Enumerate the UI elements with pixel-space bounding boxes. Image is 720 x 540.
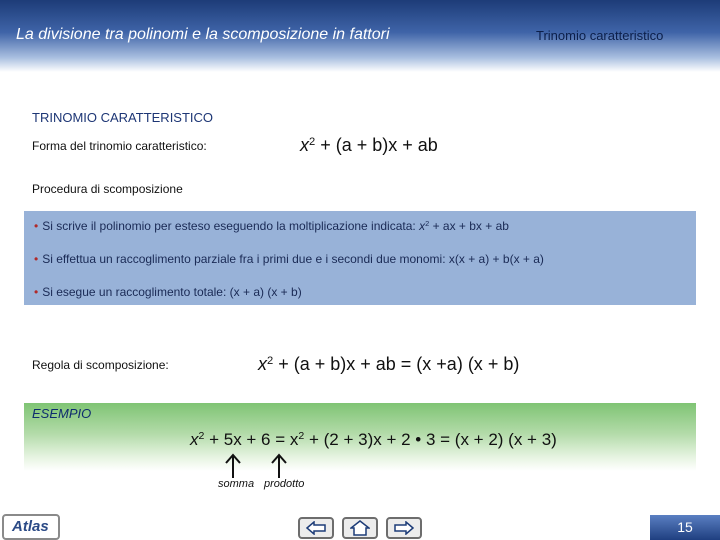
arrow-right-icon [394, 521, 414, 535]
example-arrows [222, 450, 292, 480]
bullet-icon: • [34, 285, 39, 299]
procedure-box [24, 211, 696, 305]
home-icon [350, 520, 370, 536]
page-number: 15 [650, 515, 720, 540]
rule-formula-tail: + (a + b)x + ab = (x +a) (x + b) [273, 354, 520, 374]
arrow-up-icon [272, 455, 286, 478]
form-formula: $x^2 + (a + b)x$ + ab [300, 135, 438, 155]
note-product: prodotto [264, 478, 305, 490]
section-title: TRINOMIO CARATTERISTICO [32, 110, 214, 125]
procedure-step [34, 252, 544, 266]
step-formula: x(x + a) + b(x + a) [448, 252, 544, 266]
header-subtitle: Trinomio caratteristico [536, 28, 664, 43]
arrow-left-icon [306, 521, 326, 535]
next-button[interactable] [386, 517, 422, 539]
step-text: Si scrive il polinomio per esteso eseguendo la moltiplicazione indicata: [42, 219, 416, 233]
step-formula-tail: + ax + bx + ab [429, 219, 509, 233]
procedure-step [34, 285, 302, 299]
step-text: Si effettua un raccoglimento parziale fra i primi due e i secondi due monomi: [42, 252, 446, 266]
form-label: Forma del trinomio caratteristico: [32, 139, 207, 153]
header-bar [0, 0, 720, 72]
step-formula: (x + a) (x + b) [229, 285, 302, 299]
step-text: Si esegue un raccoglimento totale: [42, 285, 227, 299]
atlas-logo: Atlas [2, 514, 60, 540]
arrow-up-icon [226, 455, 240, 478]
header-title: La divisione tra polinomi e la scomposizione in fattori [16, 26, 390, 43]
example-part1: + 5x + 6 = x [204, 430, 299, 449]
example-formula: $x^2 + 5x + 6 = x^2 + (2 + 3)x + 2$ • 3 = (x + 2) (x + 3) [190, 430, 557, 449]
procedure-step: • Si scrive il polinomio per esteso eseguendo la moltiplicazione indicata: $x^2$ + ax + bx + ab [34, 218, 509, 233]
procedure-title: Procedura di scomposizione [32, 182, 183, 196]
home-button[interactable] [342, 517, 378, 539]
rule-formula: $x^2 + (a + b)x$ + ab = (x +a) (x + b) [258, 354, 520, 374]
note-sum: somma [218, 478, 255, 490]
rule-label: Regola di scomposizione: [32, 358, 169, 372]
bullet-icon: • [34, 252, 39, 266]
bullet-icon: • [34, 219, 39, 233]
example-part2: + (2 + 3)x + 2 • 3 = (x + 2) (x + 3) [304, 430, 557, 449]
example-label: ESEMPIO [32, 406, 92, 421]
form-formula-tail: + (a + b)x + ab [315, 135, 438, 155]
prev-button[interactable] [298, 517, 334, 539]
